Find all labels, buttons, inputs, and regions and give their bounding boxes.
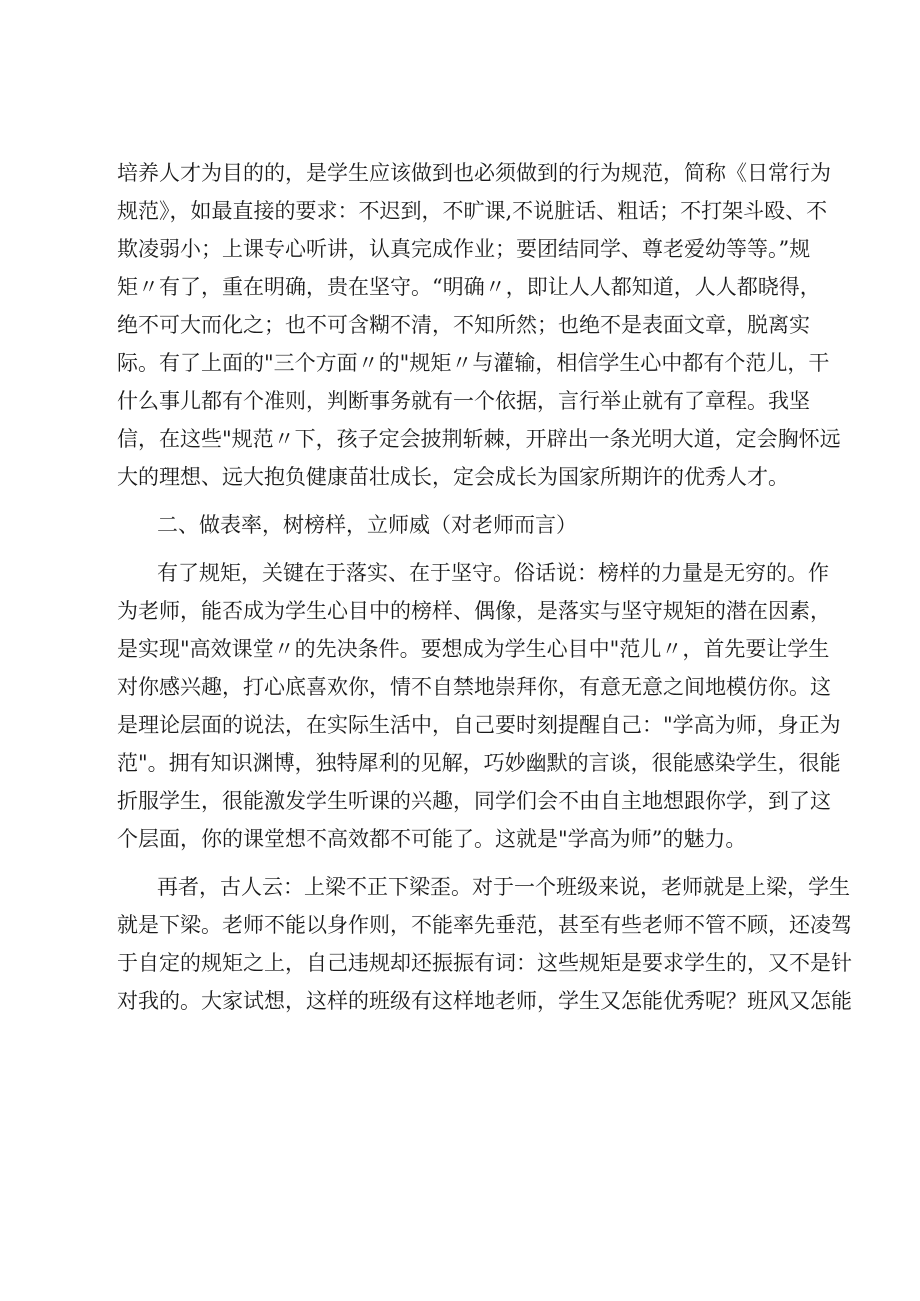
- paragraph-upper-beam: [117, 868, 852, 1020]
- text-line: 为老师，能否成为学生心目中的榜样、偶像，是落实与坚守规矩的潜在因素，: [117, 599, 831, 623]
- paragraph-gap: [117, 858, 817, 868]
- paragraph-teacher-example: [117, 554, 841, 858]
- text-line: 是理论层面的说法，在实际生活中，自己要时刻提醒自己："学高为师，身正为: [117, 713, 841, 737]
- text-line: 际。有了上面的"三个方面〃的"规矩〃与灌输，相信学生心中都有个范儿，干: [117, 351, 830, 375]
- section-heading: [117, 506, 817, 544]
- text-line: 什么事儿都有个准则，判断事务就有一个依据，言行举止就有了章程。我坚: [117, 389, 810, 413]
- paragraph-gap: [117, 544, 817, 554]
- text-line: 对我的。大家试想，这样的班级有这样地老师，学生又怎能优秀呢？班风又怎能: [117, 989, 852, 1013]
- text-line: 于自定的规矩之上，自己违规却还振振有词：这些规矩是要求学生的，又不是针: [117, 951, 852, 975]
- text-line: 有了规矩，关键在于落实、在于坚守。俗话说：榜样的力量是无穷的。作: [157, 561, 829, 585]
- text-line: 规范》，如最直接的要求：不迟到，不旷课,不说脏话、粗话；不打架斗殴、不: [117, 199, 828, 223]
- text-line: 绝不可大而化之；也不可含糊不清，不知所然；也绝不是表面文章，脱离实: [117, 313, 810, 337]
- text-line: 折服学生，很能激发学生听课的兴趣，同学们会不由自主地想跟你学，到了这: [117, 789, 831, 813]
- text-line: 培养人才为目的的，是学生应该做到也必须做到的行为规范，简称《日常行为: [117, 161, 831, 185]
- text-line: 是实现"高效课堂〃的先决条件。要想成为学生心目中"范儿〃，首先要让学生: [117, 637, 830, 661]
- text-line: 大的理想、远大抱负健康苗壮成长，定会成长为国家所期许的优秀人才。: [117, 465, 789, 489]
- document-body: [117, 154, 852, 1020]
- paragraph-rules-summary: [117, 154, 841, 496]
- text-line: 就是下梁。老师不能以身作则，不能率先垂范，甚至有些老师不管不顾，还凌驾: [117, 913, 852, 937]
- text-line: 对你感兴趣，打心底喜欢你，情不自禁地崇拜你，有意无意之间地模仿你。这: [117, 675, 831, 699]
- text-line: 矩〃有了，重在明确，贵在坚守。“明确〃，即让人人都知道，人人都晓得，: [117, 275, 821, 299]
- text-line: 再者，古人云：上梁不正下梁歪。对于一个班级来说，老师就是上梁，学生: [157, 875, 850, 899]
- text-line: 欺凌弱小；上课专心听讲，认真完成作业；要团结同学、尊老爱幼等等。”规: [117, 237, 811, 261]
- text-line: 信，在这些"规范〃下，孩子定会披荆斩棘，开辟出一条光明大道，定会胸怀远: [117, 427, 841, 451]
- text-line: 范"。拥有知识渊博，独特犀利的见解，巧妙幽默的言谈，很能感染学生，很能: [117, 751, 841, 775]
- paragraph-gap: [117, 496, 817, 506]
- text-line: 个层面，你的课堂想不高效都不可能了。这就是"学高为师”的魅力。: [117, 827, 747, 851]
- heading-text: 二、做表率，树榜样，立师威（对老师而言）: [157, 513, 577, 537]
